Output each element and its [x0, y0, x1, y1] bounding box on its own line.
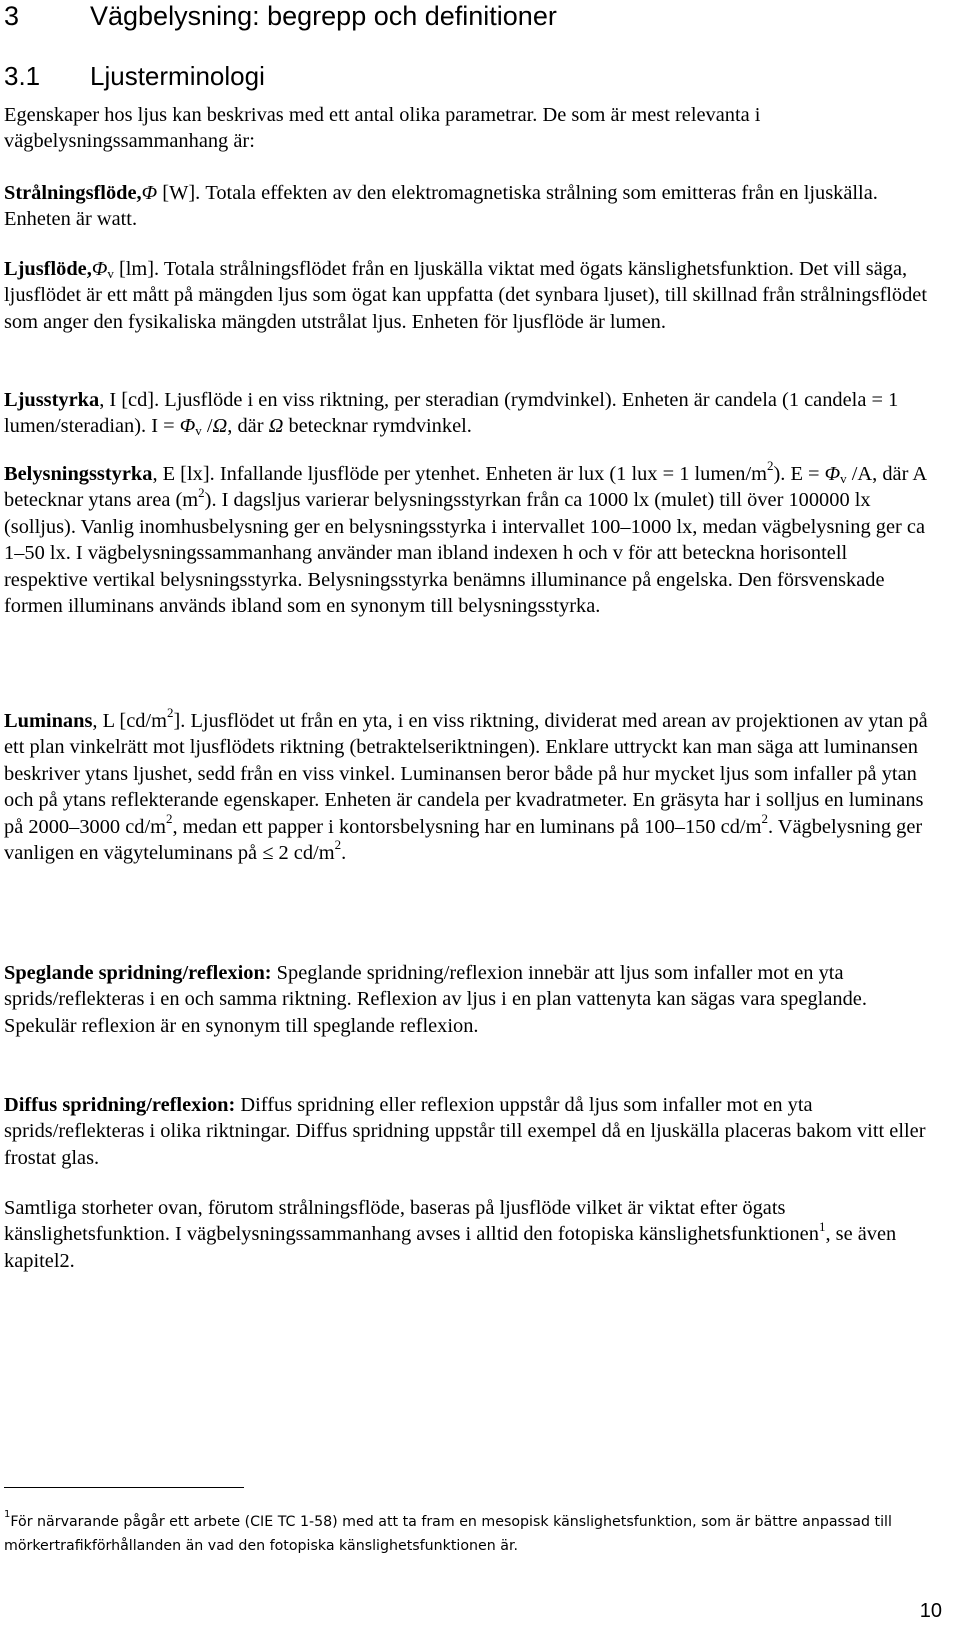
omega-symbol: Ω: [212, 415, 228, 438]
definition-text: ). I dagsljus varierar belysningsstyrkan från ca 1000 lx (mulet) till över 100000 lx (solljus). Vanlig inomhusbelysning ger en belysningsstyrka i intervallet 100–1000 lx, medan vägbelysning ger ca 1–50 lx. I vägbelysningssammanhang använder man ibland indexen h och v för att beteckna horisontell respektive vertikal belysningsstyrka. Belysningsstyrka benämns illuminance på engelska. Den försvenskade formen illuminans används ibland som en synonym till belysningsstyrka.: [4, 489, 926, 618]
superscript: 2: [761, 810, 768, 826]
paragraph-luminans: [4, 705, 934, 866]
paragraph-belysningsstyrka: [4, 458, 934, 619]
definition-text: betecknar rymdvinkel.: [283, 415, 472, 438]
definition-text: ). E =: [773, 463, 825, 485]
definition-text: /: [201, 415, 213, 438]
chapter-number: 3: [4, 1, 20, 31]
superscript: 2: [198, 484, 205, 500]
paragraph-speglande: [4, 960, 934, 1039]
superscript: 2: [766, 458, 774, 474]
paragraph-samtliga: [4, 1195, 934, 1274]
phi-symbol: Φ: [824, 463, 841, 485]
superscript: 2: [334, 837, 342, 853]
intro-paragraph: Egenskaper hos ljus kan beskrivas med ett antal olika parametrar. De som är mest relevanta i vägbelysningssammanhang är:: [4, 104, 761, 153]
definition-text: . Vägbelysning ger vanligen en vägyteluminans på ≤ 2 cd/m: [4, 815, 923, 865]
term-luminans: Luminans: [4, 710, 93, 732]
term-ljusstyrka: Ljusstyrka: [4, 389, 100, 411]
term-stralningsflode: Strålningsflöde,: [4, 182, 142, 204]
definition-text: , medan ett papper i kontorsbelysning har en luminans på 100–150 cd/m: [172, 815, 762, 838]
footnote-mark: 1: [4, 1509, 11, 1521]
definition-text: [W]. Totala effekten av den elektromagnetiska strålning som emitteras från en ljuskälla. Enheten är watt.: [4, 182, 878, 231]
phi-symbol: Φ: [179, 415, 196, 438]
paragraph-stralningsflode: [4, 180, 934, 233]
paragraph-ljusstyrka: [4, 387, 934, 440]
section-heading: [4, 60, 265, 92]
body-text: Samtliga storheter ovan, förutom strålningsflöde, baseras på ljusflöde vilket är viktat efter ögats känslighetsfunktion. I vägbelysningssammanhang avses i alltid den fotopiska känslighetsfunktionen: [4, 1197, 819, 1246]
footnote-reference: 1: [818, 1218, 826, 1234]
subscript-v: v: [840, 471, 847, 486]
term-ljusflode: Ljusflöde,: [4, 258, 92, 280]
page-number: 10: [919, 1600, 942, 1622]
definition-text: ]. Ljusflödet ut från en yta, i en viss riktning, dividerat med arean av projektionen av ytan på ett plan vinkelrätt mot ljusflödets riktning (betraktelseriktningen). Enklare uttryckt kan man säga att luminansen beskriver ytans ljushet, sedd från en viss vinkel. Luminansen beror både på hur mycket ljus som infaller på ytan och på ytans reflekterande egenskaper. Enheten är candela per kvadratmeter. En gräsyta har i solljus en luminans på 2000–3000 cd/m: [4, 710, 928, 838]
phi-symbol: Φ: [141, 182, 158, 204]
definition-text: [lm]. Totala strålningsflödet från en ljuskälla viktat med ögats känslighetsfunktion. Det vill säga, ljusflödet är ett mått på mängden ljus som ögat kan uppfatta (det synbara ljuset), till skillnad från strålningsflödet som anger den fysikaliska mängden utstrålat ljus. Enheten för ljusflöde är lumen.: [4, 258, 928, 333]
definition-text: , där: [227, 415, 269, 438]
definition-text: .: [341, 842, 347, 865]
phi-symbol: Φ: [91, 258, 108, 280]
superscript: 2: [166, 705, 174, 721]
section-title: Ljusterminologi: [90, 61, 265, 91]
term-speglande: Speglande spridning/reflexion:: [4, 962, 272, 984]
subscript-v: v: [107, 266, 114, 281]
definition-text: , I [cd]. Ljusflöde i en viss riktning, per steradian (rymdvinkel). Enheten är candela (1 candela = 1 lumen/steradian). I =: [4, 389, 899, 438]
body-text: , se även kapitel2.: [4, 1223, 897, 1272]
paragraph-ljusflode: [4, 256, 934, 335]
footnote: [4, 1510, 944, 1558]
superscript: 2: [165, 810, 173, 826]
subscript-v: v: [195, 423, 202, 439]
definition-text: Speglande spridning/reflexion innebär att ljus som infaller mot en yta sprids/reflekteras i en och samma riktning. Reflexion av ljus i en plan vattenyta kan sägas vara speglande. Spekulär reflexion är en synonym till speglande reflexion.: [4, 962, 867, 1037]
definition-text: , L [cd/m: [92, 710, 167, 732]
definition-text: /A, där A betecknar ytans area (m: [4, 463, 926, 512]
term-belysningsstyrka: Belysningsstyrka: [4, 463, 153, 485]
definition-text: Diffus spridning eller reflexion uppstår då ljus som infaller mot en yta sprids/reflekteras i olika riktningar. Diffus spridning uppstår till exempel då en ljuskälla placeras bakom vitt eller frostat glas.: [4, 1094, 926, 1169]
definition-text: , E [lx]. Infallande ljusflöde per ytenhet. Enheten är lux (1 lux = 1 lumen/m: [152, 463, 767, 485]
term-diffus: Diffus spridning/reflexion:: [4, 1094, 236, 1116]
footnote-text: För närvarande pågår ett arbete (CIE TC 1-58) med att ta fram en mesopisk känslighetsfunktion, som är bättre anpassad till mörkertrafikförhållanden än vad den fotopiska känslighetsfunktionen är.: [4, 1514, 892, 1554]
chapter-heading: [4, 0, 557, 32]
footnote-separator: [4, 1487, 244, 1488]
omega-symbol: Ω: [268, 415, 284, 438]
chapter-title: Vägbelysning: begrepp och definitioner: [90, 1, 557, 31]
section-number: 3.1: [4, 61, 41, 91]
paragraph-diffus: [4, 1092, 934, 1171]
